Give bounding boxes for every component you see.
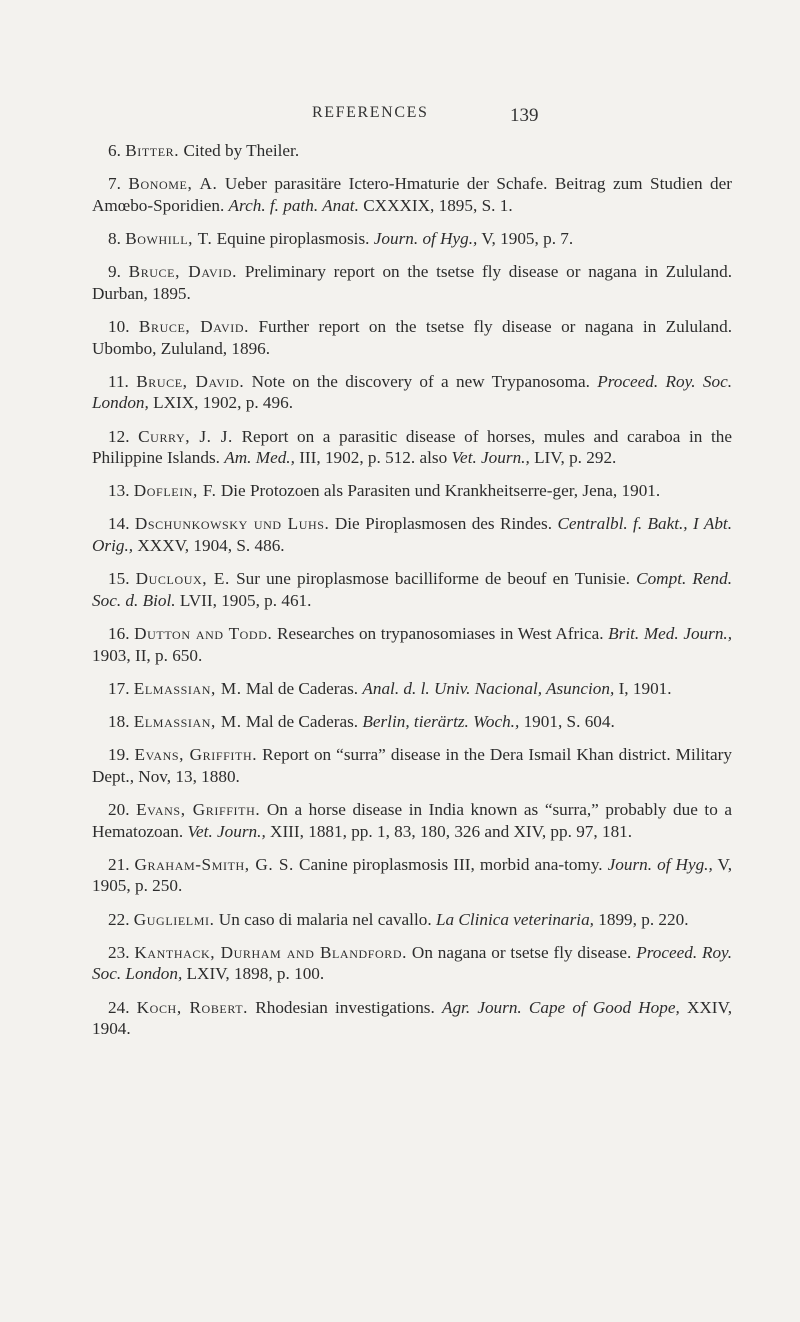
reference-number: 15. <box>108 569 130 589</box>
reference-title: Canine piroplasmosis III, morbid ana-tomy. <box>299 854 603 874</box>
reference-item <box>92 426 732 469</box>
reference-number: 12. <box>108 426 130 446</box>
reference-item <box>92 173 732 216</box>
reference-number: 9. <box>108 262 121 282</box>
reference-item <box>92 711 732 733</box>
reference-number: 7. <box>108 174 121 194</box>
reference-author: Bonome, A. <box>128 174 218 194</box>
reference-author: Koch, Robert. <box>136 997 249 1017</box>
reference-author: Elmassian, M. <box>133 712 242 731</box>
reference-list <box>92 140 732 1051</box>
reference-number: 24. <box>108 997 130 1017</box>
reference-journal: Brit. Med. Journ., <box>608 624 733 644</box>
reference-citation: I, 1901. <box>618 678 672 698</box>
reference-citation: III, 1902, p. 512. also <box>299 448 448 468</box>
reference-title: Cited by Theiler. <box>183 141 300 160</box>
reference-author: Guglielmi. <box>133 909 215 929</box>
reference-number: 17. <box>108 678 130 698</box>
reference-journal: La Clinica veterinaria, <box>435 909 594 929</box>
reference-number: 20. <box>108 799 130 819</box>
reference-citation: XIII, 1881, pp. 1, 83, 180, 326 and XIV, pp. 97, 181. <box>270 821 633 841</box>
reference-item <box>92 568 732 611</box>
reference-title: Further report on the tsetse fly disease or nagana in Zululand. Ubombo, Zululand, 1896. <box>92 316 733 358</box>
reference-journal: Proceed. Roy. Soc. London, <box>92 371 732 413</box>
reference-item <box>92 744 732 787</box>
reference-author: Elmassian, M. <box>133 678 242 698</box>
running-head: REFERENCES <box>312 104 429 121</box>
reference-author: Evans, Griffith. <box>134 745 258 765</box>
reference-title: Rhodesian investigations. <box>255 997 435 1017</box>
reference-author: Ducloux, E. <box>135 569 230 589</box>
reference-item <box>92 942 732 985</box>
reference-number: 21. <box>108 854 130 874</box>
reference-author: Bruce, David. <box>136 371 245 391</box>
reference-item <box>92 854 732 897</box>
reference-number: 10. <box>108 316 130 336</box>
reference-title: Report on a parasitic disease of horses, mules and caraboa in the Philippine Islands. <box>92 426 733 468</box>
reference-number: 16. <box>108 624 130 644</box>
reference-citation: LXIX, 1902, p. 496. <box>153 393 294 413</box>
reference-journal: Vet. Journ., <box>451 448 530 468</box>
reference-author: Doflein, F. <box>133 481 217 501</box>
reference-item <box>92 480 732 502</box>
reference-title: Die Protozoen als Parasiten und Krankheitserre-ger, Jena, 1901. <box>220 481 661 501</box>
reference-item <box>92 261 732 304</box>
reference-author: Evans, Griffith. <box>136 799 261 819</box>
reference-item <box>92 997 732 1040</box>
reference-number: 8. <box>108 228 121 248</box>
reference-item <box>92 909 732 931</box>
reference-citation: LXIV, 1898, p. 100. <box>186 964 325 984</box>
reference-item <box>92 316 732 359</box>
reference-title: Note on the discovery of a new Trypanosoma. <box>251 371 590 391</box>
reference-title: Sur une piroplasmose bacilliforme de beouf en Tunisie. <box>236 569 630 589</box>
reference-item <box>92 623 732 666</box>
reference-journal: Compt. Rend. Soc. d. Biol. <box>92 569 733 610</box>
reference-author: Dschunkowsky und Luhs. <box>134 514 330 534</box>
reference-author: Bruce, David. <box>128 262 238 282</box>
reference-title: Die Piroplasmosen des Rindes. <box>334 514 553 534</box>
reference-author: Bitter. <box>125 141 180 160</box>
reference-number: 23. <box>108 942 130 962</box>
reference-author: Curry, J. J. <box>138 426 233 446</box>
reference-journal: Arch. f. path. Anat. <box>228 195 359 215</box>
reference-title: Un caso di malaria nel cavallo. <box>218 909 432 929</box>
reference-author: Bruce, David. <box>138 316 250 336</box>
reference-journal: Vet. Journ., <box>187 821 266 841</box>
reference-title: On a horse disease in India known as “surra,” probably due to a Hematozoan. <box>92 799 733 841</box>
reference-journal: Proceed. Roy. Soc. London, <box>92 942 733 984</box>
reference-citation: XXIV, 1904. <box>92 997 733 1039</box>
reference-citation: XXXV, 1904, S. 486. <box>137 536 285 556</box>
reference-author: Kanthack, Durham and Blandford. <box>134 942 408 962</box>
reference-journal: Journ. of Hyg., <box>607 854 713 874</box>
reference-citation: LVII, 1905, p. 461. <box>179 590 312 610</box>
reference-journal: Journ. of Hyg., <box>373 228 478 248</box>
reference-title: Report on “surra” disease in the Dera Ismail Khan district. Military Dept., Nov, 13, 1880. <box>92 745 732 786</box>
reference-item <box>92 799 732 842</box>
reference-title: Equine piroplasmosis. <box>216 228 370 248</box>
reference-item <box>92 228 732 250</box>
reference-title: Mal de Caderas. <box>245 678 359 698</box>
reference-journal: Centralbl. f. Bakt., I Abt. Orig., <box>92 514 732 556</box>
reference-author: Graham-Smith, G. S. <box>134 854 294 874</box>
reference-journal: Anal. d. l. Univ. Nacional, Asuncion, <box>362 678 615 698</box>
reference-citation: V, 1905, p. 250. <box>92 854 733 896</box>
reference-number: 14. <box>108 514 130 534</box>
reference-number: 6. <box>108 141 121 160</box>
reference-item <box>92 371 732 414</box>
reference-journal: Agr. Journ. Cape of Good Hope, <box>441 997 680 1017</box>
reference-number: 18. <box>108 712 130 731</box>
page-header <box>0 104 800 134</box>
reference-author: Dutton and Todd. <box>134 624 273 644</box>
reference-citation: CXXXIX, 1895, S. 1. <box>363 195 513 215</box>
reference-item <box>92 678 732 700</box>
reference-citation: 1903, II, p. 650. <box>92 645 203 665</box>
reference-journal: Am. Med., <box>224 448 295 468</box>
reference-citation: LIV, p. 292. <box>534 448 617 468</box>
reference-journal: Berlin, tierärtz. Woch., <box>362 712 520 731</box>
reference-citation: 1901, S. 604. <box>523 712 615 731</box>
reference-citation: V, 1905, p. 7. <box>481 228 574 248</box>
reference-item <box>92 140 732 162</box>
reference-title: Preliminary report on the tsetse fly disease or nagana in Zululand. Durban, 1895. <box>92 262 733 303</box>
reference-title: Ueber parasitäre Ictero-Hmaturie der Schafe. Beitrag zum Studien der Amœbo-Sporidien. <box>92 174 732 215</box>
reference-item <box>92 513 732 556</box>
reference-title: Researches on trypanosomiases in West Africa. <box>277 624 604 644</box>
reference-title: On nagana or tsetse fly disease. <box>411 942 632 962</box>
reference-number: 13. <box>108 481 130 501</box>
reference-title: Mal de Caderas. <box>245 712 359 731</box>
reference-author: Bowhill, T. <box>125 228 213 248</box>
page-number: 139 <box>510 105 539 126</box>
reference-number: 19. <box>108 745 130 765</box>
reference-citation: 1899, p. 220. <box>598 909 689 929</box>
reference-number: 11. <box>108 371 129 391</box>
reference-number: 22. <box>108 909 130 929</box>
